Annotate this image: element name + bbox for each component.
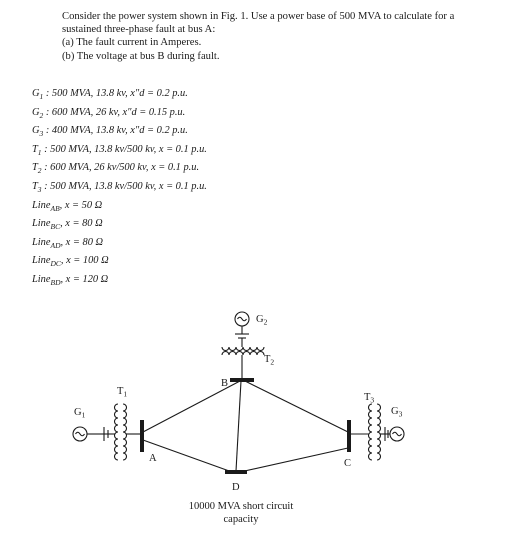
spec-symbol: Line — [32, 218, 51, 230]
spec-subscript: 3 — [37, 185, 42, 195]
spec-subscript: AB — [50, 203, 60, 213]
spec-subscript: BD — [50, 278, 61, 288]
spec-value: , x = 50 Ω — [59, 199, 103, 211]
spec-symbol: Line — [32, 255, 51, 267]
transformer-t2-secondary-icon — [222, 352, 264, 356]
spec-value: : 500 MVA, 13.8 kv/500 kv, x = 0.1 p.u. — [41, 181, 207, 192]
spec-value: : 400 MVA, 13.8 kv, x″d = 0.2 p.u. — [43, 125, 188, 137]
label-bus-b: B — [221, 378, 229, 389]
spec-subscript: AD — [50, 240, 61, 250]
spec-subscript: 3 — [39, 129, 44, 139]
label-t2: $T_2$ — [264, 354, 275, 367]
spec-value: , x = 120 Ω — [60, 274, 109, 285]
spec-symbol: Line — [32, 274, 51, 285]
spec-value: : 600 MVA, 26 kv/500 kv, x = 0.1 p.u. — [41, 162, 200, 174]
caption-line: 10000 MVA short circuit — [188, 501, 294, 512]
problem-line: Consider the power system shown in Fig. 1. Use a power base of 500 MVA to calculate for a — [62, 11, 455, 22]
problem-line: sustained three-phase fault at bus A: — [62, 24, 216, 36]
spec-symbol: T — [32, 162, 38, 174]
spec-symbol: G — [32, 125, 40, 137]
spec-subscript: DC — [50, 259, 61, 269]
transformer-t3-secondary-icon — [377, 404, 381, 460]
problem-line: (b) The voltage at bus B during fault. — [62, 50, 220, 62]
spec-subscript: 2 — [37, 166, 42, 176]
spec-value: : 500 MVA, 13.8 kv/500 kv, x = 0.1 p.u. — [41, 143, 207, 155]
spec-subscript: 2 — [39, 110, 44, 120]
label-bus-d: D — [232, 482, 240, 493]
spec-symbol: Line — [32, 236, 51, 248]
bus-d-bar — [225, 470, 247, 474]
bus-c-bar — [347, 420, 351, 452]
spec-value: : 600 MVA, 26 kv, x″d = 0.15 p.u. — [43, 106, 186, 118]
caption-line: capacity — [223, 514, 259, 525]
bus-a-bar — [140, 420, 144, 452]
bus-b-bar — [230, 378, 254, 382]
spec-value: : 500 MVA, 13.8 kv, x″d = 0.2 p.u. — [43, 88, 188, 99]
spec-symbol: G — [32, 88, 40, 99]
transformer-t2-primary-icon — [222, 347, 264, 351]
spec-symbol: T — [32, 143, 38, 155]
transformer-t1-primary-icon — [115, 404, 119, 460]
spec-value: , x = 100 Ω — [60, 255, 109, 267]
spec-subscript: 1 — [37, 147, 42, 157]
transformer-t1-secondary-icon — [123, 404, 127, 460]
bus-d-caption — [161, 500, 321, 526]
label-bus-a: A — [149, 453, 157, 464]
spec-value: , x = 80 Ω — [60, 218, 103, 230]
spec-symbol: Line — [32, 199, 51, 211]
spec-subscript: 1 — [39, 92, 44, 102]
label-g1: $G_1$ — [74, 407, 86, 420]
line-bc — [245, 381, 348, 432]
spec-symbol: G — [32, 106, 40, 118]
spec-value: , x = 80 Ω — [60, 236, 104, 248]
label-g2: $G_2$ — [256, 314, 268, 327]
spec-subscript: BC — [50, 222, 61, 232]
problem-line: (a) The fault current in Amperes. — [62, 37, 202, 49]
line-dc — [240, 448, 348, 472]
line-bd — [236, 381, 241, 471]
label-t3: $T_3$ — [364, 392, 375, 405]
label-bus-c: C — [344, 458, 352, 469]
label-g3: $G_3$ — [391, 406, 403, 419]
transformer-t3-primary-icon — [369, 404, 372, 460]
label-t1: $T_1$ — [117, 386, 128, 399]
spec-symbol: T — [32, 181, 38, 192]
